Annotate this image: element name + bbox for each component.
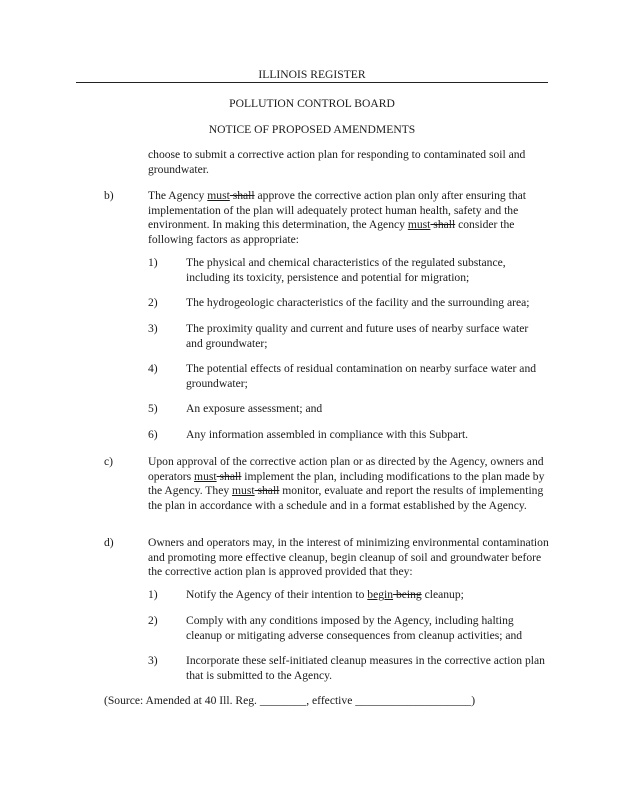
section-b-paragraph: The Agency must shall approve the corrective action plan only after ensuring that implementation of the plan will adequately protect human health, safety and the environment. In making this determination, the Agency must shall consider the following factors as appropriate:: [148, 189, 526, 246]
source-note: (Source: Amended at 40 Ill. Reg. ________, effective ____________________): [104, 694, 476, 707]
b-item-5-text: An exposure assessment; and: [186, 402, 323, 415]
d-item-1-text: Notify the Agency of their intention to begin being cleanup;: [186, 588, 464, 601]
header-rule: [76, 82, 548, 83]
b-item-5-num: 5): [148, 402, 158, 415]
b-item-3-num: 3): [148, 322, 158, 335]
b-item-2-text: The hydrogeologic characteristics of the facility and the surrounding area;: [186, 296, 530, 309]
d-item-3-num: 3): [148, 654, 158, 667]
section-d-paragraph: Owners and operators may, in the interest of minimizing environmental contamination and promoting more effective cleanup, begin cleanup of soil and groundwater before the corrective action plan is approved provided that they:: [148, 536, 549, 579]
b-item-6-text: Any information assembled in compliance with this Subpart.: [186, 428, 469, 441]
section-c-label: c): [104, 455, 114, 468]
intro-paragraph: choose to submit a corrective action plan for responding to contaminated soil and groundwater.: [148, 148, 526, 176]
b-item-6-num: 6): [148, 428, 158, 441]
b-item-4-num: 4): [148, 362, 158, 375]
board-title: POLLUTION CONTROL BOARD: [229, 97, 395, 110]
b-item-4-text: The potential effects of residual contamination on nearby surface water and groundwater;: [186, 362, 537, 390]
b-item-1-num: 1): [148, 256, 158, 269]
d-item-2-num: 2): [148, 614, 158, 627]
b-item-1-text: The physical and chemical characteristics of the regulated substance, including its toxicity, persistence and potential for migration;: [186, 256, 506, 284]
reg-blank: ________: [259, 694, 307, 707]
effective-date-blank: ____________________: [355, 694, 472, 707]
register-title: ILLINOIS REGISTER: [258, 68, 366, 81]
d-item-2-text: Comply with any conditions imposed by the Agency, including halting cleanup or mitigating adverse consequences from cleanup activities; and: [186, 614, 523, 642]
notice-title: NOTICE OF PROPOSED AMENDMENTS: [208, 123, 416, 136]
b-item-3-text: The proximity quality and current and future uses of nearby surface water and groundwater;: [186, 322, 529, 350]
section-c-paragraph: Upon approval of the corrective action plan or as directed by the Agency, owners and operators must shall implement the plan, including modifications to the plan made by the Agency. They must shall monitor, evaluate and report the results of implementing the plan in accordance with a schedule and in a format established by the Agency.: [148, 455, 545, 512]
d-item-3-text: Incorporate these self-initiated cleanup measures in the corrective action plan that is submitted to the Agency.: [186, 654, 545, 682]
section-d-label: d): [104, 536, 114, 549]
d-item-1-num: 1): [148, 588, 158, 601]
b-item-2-num: 2): [148, 296, 158, 309]
section-b-label: b): [104, 189, 114, 202]
